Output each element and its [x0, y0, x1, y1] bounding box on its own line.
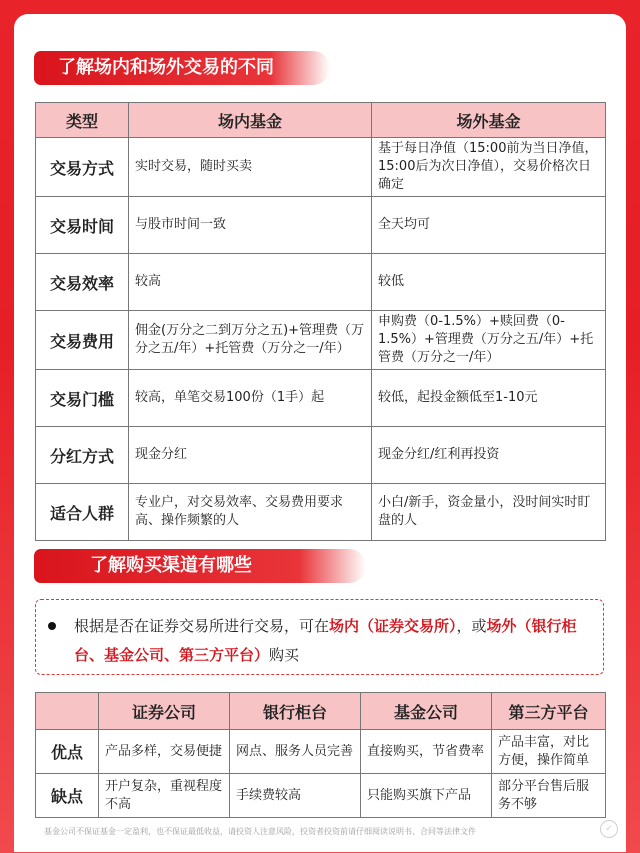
section-title-channels: 了解购买渠道有哪些 [34, 549, 366, 583]
cons-cell: 手续费较高 [230, 774, 361, 818]
header-fund-company: 基金公司 [361, 693, 492, 730]
header-outside: 场外基金 [372, 103, 606, 138]
header-broker: 证券公司 [99, 693, 230, 730]
table-row [36, 254, 606, 311]
section-title-venue: 了解场内和场外交易的不同 [34, 51, 330, 85]
row-label: 适合人群 [36, 484, 129, 541]
inside-cell: 较高，单笔交易100份（1手）起 [129, 370, 372, 427]
channel-note-text [74, 612, 594, 670]
table-row [36, 427, 606, 484]
table-row [36, 774, 606, 818]
inside-cell: 与股市时间一致 [129, 197, 372, 254]
row-label: 交易费用 [36, 311, 129, 370]
table-row [36, 197, 606, 254]
cons-cell: 部分平台售后服务不够 [492, 774, 606, 818]
outside-cell: 申购费（0-1.5%）+赎回费（0-1.5%）+管理费（万分之五/年）+托管费（万分之一/年） [372, 311, 606, 370]
pros-cell: 网点、服务人员完善 [230, 730, 361, 774]
header-third-party: 第三方平台 [492, 693, 606, 730]
note-highlight-inside: 场内（证券交易所） [329, 617, 457, 635]
row-label: 交易门槛 [36, 370, 129, 427]
cons-cell: 开户复杂，重视程度不高 [99, 774, 230, 818]
cons-cell: 只能购买旗下产品 [361, 774, 492, 818]
pros-cell: 产品多样，交易便捷 [99, 730, 230, 774]
table-row [36, 484, 606, 541]
header-type: 类型 [36, 103, 129, 138]
outside-cell: 基于每日净值（15:00前为当日净值，15:00后为次日净值），交易价格次日确定 [372, 138, 606, 197]
note-part: ，或 [456, 617, 487, 635]
row-label: 分红方式 [36, 427, 129, 484]
disclaimer-footer: 基金公司不保证基金一定盈利，也不保证最低收益，请投资人注意风险，投资者投资前请仔细阅读说明书、合同等法律文件 [44, 827, 476, 836]
note-part: 购买 [269, 646, 300, 664]
note-part: 根据是否在证券交易所进行交易，可在 [74, 617, 330, 635]
inside-cell: 实时交易，随时买卖 [129, 138, 372, 197]
header-empty [36, 693, 99, 730]
inside-cell: 较高 [129, 254, 372, 311]
outside-cell: 较低，起投金额低至1-10元 [372, 370, 606, 427]
row-label: 交易时间 [36, 197, 129, 254]
header-bank: 银行柜台 [230, 693, 361, 730]
channel-note-box [35, 599, 604, 675]
venue-comparison-table [35, 102, 606, 541]
outside-cell: 现金分红/红利再投资 [372, 427, 606, 484]
row-label: 缺点 [36, 774, 99, 818]
table-row [36, 730, 606, 774]
header-inside: 场内基金 [129, 103, 372, 138]
pros-cell: 产品丰富，对比方便，操作简单 [492, 730, 606, 774]
channel-comparison-table [35, 692, 606, 818]
inside-cell: 现金分红 [129, 427, 372, 484]
table-row [36, 138, 606, 197]
outside-cell: 全天均可 [372, 197, 606, 254]
outside-cell: 小白/新手，资金量小，没时间实时盯盘的人 [372, 484, 606, 541]
row-label: 交易方式 [36, 138, 129, 197]
table-row [36, 311, 606, 370]
pros-cell: 直接购买，节省费率 [361, 730, 492, 774]
table-row [36, 370, 606, 427]
bullet-dot-icon [48, 622, 56, 630]
note-highlight-outside: 场外（银行柜台、基金公司、第三方平台） [74, 617, 577, 664]
inside-cell: 专业户，对交易效率、交易费用要求高、操作频繁的人 [129, 484, 372, 541]
row-label: 优点 [36, 730, 99, 774]
row-label: 交易效率 [36, 254, 129, 311]
watermark-icon: ✓ [600, 820, 618, 838]
inside-cell: 佣金(万分之二到万分之五)+管理费（万分之五/年）+托管费（万分之一/年） [129, 311, 372, 370]
outside-cell: 较低 [372, 254, 606, 311]
